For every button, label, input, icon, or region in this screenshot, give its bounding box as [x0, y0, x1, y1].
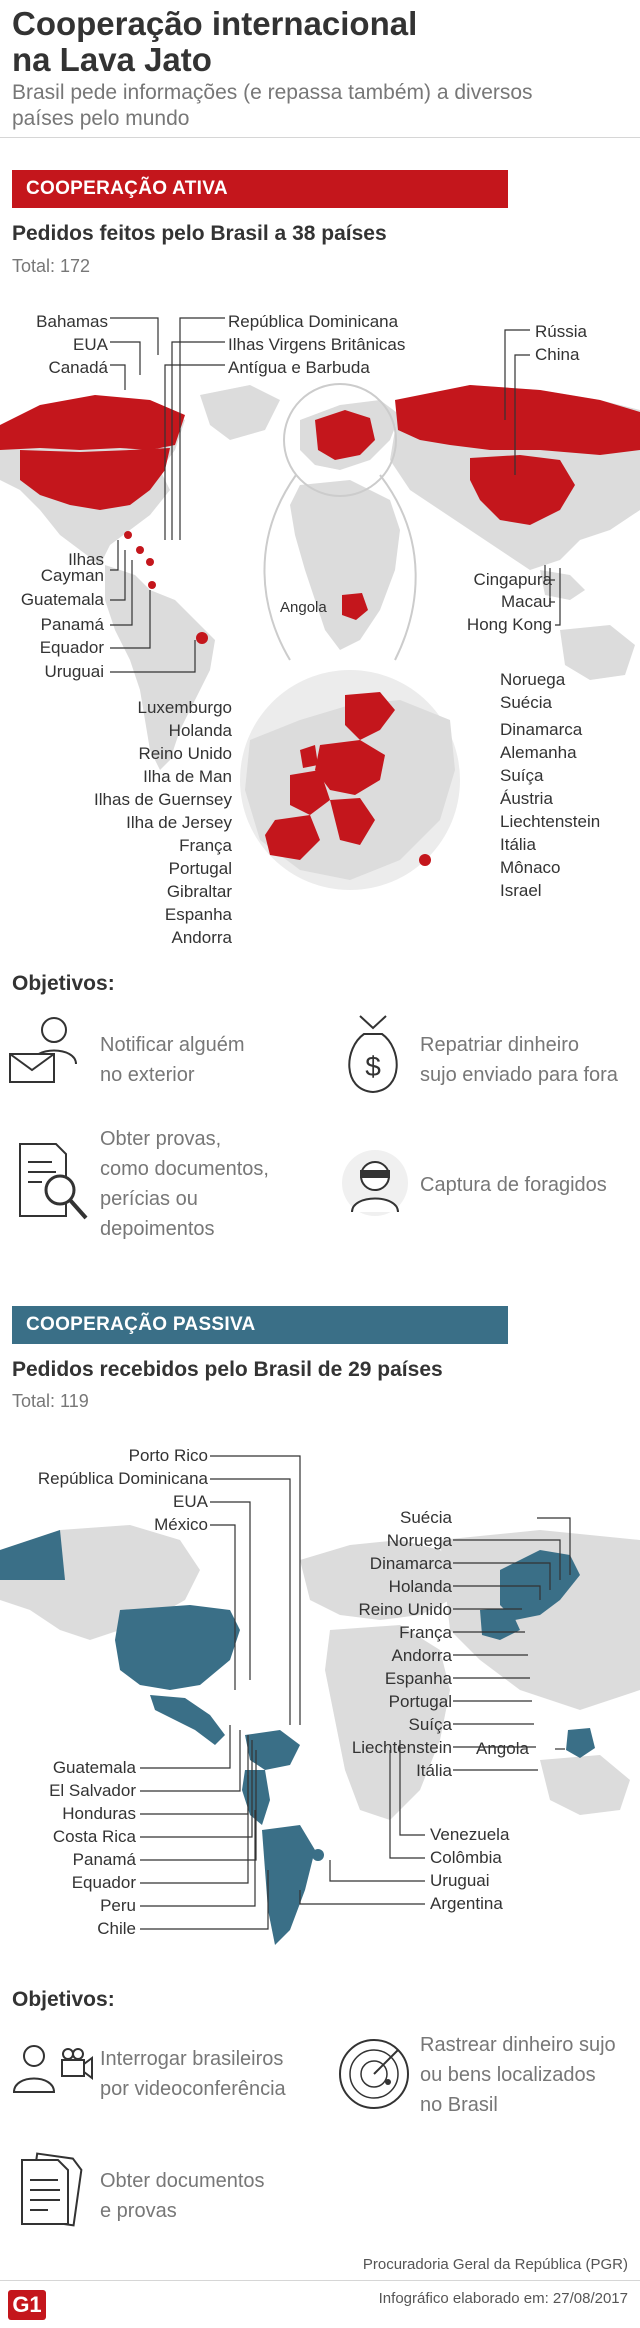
label-republica-dominicana: República Dominicana	[228, 312, 399, 331]
active-objective-3: Obter provas, como documentos, perícias ou depoimentos	[100, 1128, 269, 1240]
label-republica-dominicana-p: República Dominicana	[37, 1469, 208, 1488]
title-line-2: na Lava Jato	[12, 41, 212, 78]
label-canada: Canadá	[48, 358, 108, 377]
label-eua: EUA	[73, 335, 108, 354]
label-eua-p: EUA	[173, 1492, 208, 1511]
active-heading: Pedidos feitos pelo Brasil a 38 países	[12, 222, 387, 245]
label-uruguai-p: Uruguai	[430, 1871, 490, 1890]
label-ilhas-de-guernsey: Ilhas de Guernsey	[94, 790, 232, 809]
label-el-salvador: El Salvador	[49, 1781, 136, 1800]
active-objective-4: Captura de foragidos	[420, 1174, 607, 1196]
label-porto-rico: Porto Rico	[128, 1446, 208, 1465]
passive-objective-2: Rastrear dinheiro sujo ou bens localizados no Brasil	[420, 2034, 616, 2116]
label-alemanha: Alemanha	[500, 743, 577, 762]
credit-text: Infográfico elaborado em: 27/08/2017	[378, 2290, 628, 2307]
label-angola-a: Angola	[280, 599, 327, 616]
active-world-map	[0, 300, 640, 950]
active-objectives-label: Objetivos:	[12, 972, 115, 995]
header-divider	[0, 137, 640, 138]
label-espanha-p: Espanha	[384, 1669, 452, 1688]
label-mexico: México	[154, 1515, 208, 1534]
passive-heading: Pedidos recebidos pelo Brasil de 29 países	[12, 1358, 443, 1381]
label-andorra-p: Andorra	[391, 1646, 452, 1665]
label-israel: Israel	[500, 881, 542, 900]
footer-divider	[0, 2280, 640, 2281]
svg-text:$: $	[365, 1051, 381, 1082]
label-noruega-a: Noruega	[500, 670, 566, 689]
label-colombia: Colômbia	[430, 1848, 502, 1867]
label-monaco: Mônaco	[500, 858, 561, 877]
label-andorra-a: Andorra	[171, 928, 232, 947]
title-line-1: Cooperação internacional	[12, 5, 418, 42]
label-equador-a: Equador	[39, 638, 104, 657]
label-ilhas: Ilhas	[68, 550, 104, 569]
person-envelope-icon	[8, 1014, 88, 1086]
g1-logo[interactable]: G1	[8, 2290, 46, 2320]
label-espanha-a: Espanha	[164, 905, 232, 924]
masked-fugitive-icon	[340, 1148, 410, 1218]
video-call-icon	[10, 2040, 94, 2100]
label-cayman: Cayman	[40, 566, 104, 585]
active-total: Total: 172	[12, 256, 91, 276]
document-magnifier-icon	[12, 1140, 92, 1224]
label-guatemala-p: Guatemala	[52, 1758, 136, 1777]
label-italia-p: Itália	[416, 1761, 452, 1780]
label-portugal-a: Portugal	[168, 859, 232, 878]
passive-total: Total: 119	[12, 1391, 89, 1411]
active-objective-1: Notificar alguém no exterior	[100, 1034, 245, 1086]
label-reino-unido-p: Reino Unido	[358, 1600, 452, 1619]
label-portugal-p: Portugal	[388, 1692, 452, 1711]
label-italia-a: Itália	[500, 835, 536, 854]
label-reino-unido-a: Reino Unido	[138, 744, 232, 763]
label-ilhas-virgens: Ilhas Virgens Britânicas	[228, 335, 406, 354]
label-china: China	[535, 345, 580, 364]
label-dinamarca-p: Dinamarca	[369, 1554, 452, 1573]
passive-section-bar: COOPERAÇÃO PASSIVA	[12, 1306, 508, 1344]
label-panama-a: Panamá	[40, 615, 104, 634]
passive-objective-1: Interrogar brasileiros por videoconferência	[100, 2048, 286, 2100]
label-ilha-de-jersey: Ilha de Jersey	[126, 813, 232, 832]
label-franca-p: França	[399, 1623, 452, 1642]
subtitle-line-1: Brasil pede informações (e repassa também) a diversos	[12, 81, 533, 104]
label-franca-a: França	[179, 836, 232, 855]
label-suecia-p: Suécia	[400, 1508, 452, 1527]
label-honduras: Honduras	[62, 1804, 136, 1823]
label-suica-p: Suíça	[408, 1715, 452, 1734]
label-noruega-p: Noruega	[386, 1531, 452, 1550]
money-bag-icon	[338, 1012, 408, 1096]
label-liechtenstein-p: Liechtenstein	[351, 1738, 452, 1757]
label-antigua: Antígua e Barbuda	[228, 358, 370, 377]
label-venezuela: Venezuela	[430, 1825, 510, 1844]
label-liechtenstein-a: Liechtenstein	[500, 812, 601, 831]
label-dinamarca-a: Dinamarca	[500, 720, 583, 739]
label-chile: Chile	[97, 1919, 136, 1938]
label-equador-p: Equador	[71, 1873, 136, 1892]
label-gibraltar: Gibraltar	[166, 882, 232, 901]
label-panama-p: Panamá	[72, 1850, 136, 1869]
label-guatemala-a: Guatemala	[20, 590, 104, 609]
label-austria: Áustria	[500, 789, 553, 808]
label-hong-kong: Hong Kong	[466, 615, 552, 634]
label-uruguai-a: Uruguai	[44, 662, 104, 681]
label-suecia-a: Suécia	[500, 693, 552, 712]
documents-icon	[12, 2152, 88, 2228]
radar-icon	[336, 2036, 412, 2112]
page-title	[12, 6, 417, 78]
label-luxemburgo: Luxemburgo	[137, 698, 232, 717]
active-objective-2: Repatriar dinheiro sujo enviado para fora	[420, 1034, 618, 1086]
source-text: Procuradoria Geral da República (PGR)	[362, 2256, 628, 2273]
passive-objective-3: Obter documentos e provas	[100, 2170, 265, 2222]
label-holanda-p: Holanda	[388, 1577, 452, 1596]
active-section-bar: COOPERAÇÃO ATIVA	[12, 170, 508, 208]
label-ilha-de-man: Ilha de Man	[143, 767, 232, 786]
label-russia: Rússia	[535, 322, 587, 341]
label-holanda-a: Holanda	[168, 721, 232, 740]
subtitle-line-2: países pelo mundo	[12, 107, 190, 130]
passive-world-map	[0, 1430, 640, 1960]
page-subtitle	[12, 80, 533, 132]
label-peru: Peru	[100, 1896, 136, 1915]
label-argentina: Argentina	[430, 1894, 503, 1913]
passive-objectives-label: Objetivos:	[12, 1988, 115, 2011]
label-bahamas: Bahamas	[36, 312, 108, 331]
label-costa-rica: Costa Rica	[52, 1827, 136, 1846]
label-macau: Macau	[500, 592, 552, 611]
label-angola-p: Angola	[476, 1739, 529, 1758]
label-suica-a: Suíça	[500, 766, 544, 785]
label-cingapura: Cingapura	[473, 570, 552, 589]
